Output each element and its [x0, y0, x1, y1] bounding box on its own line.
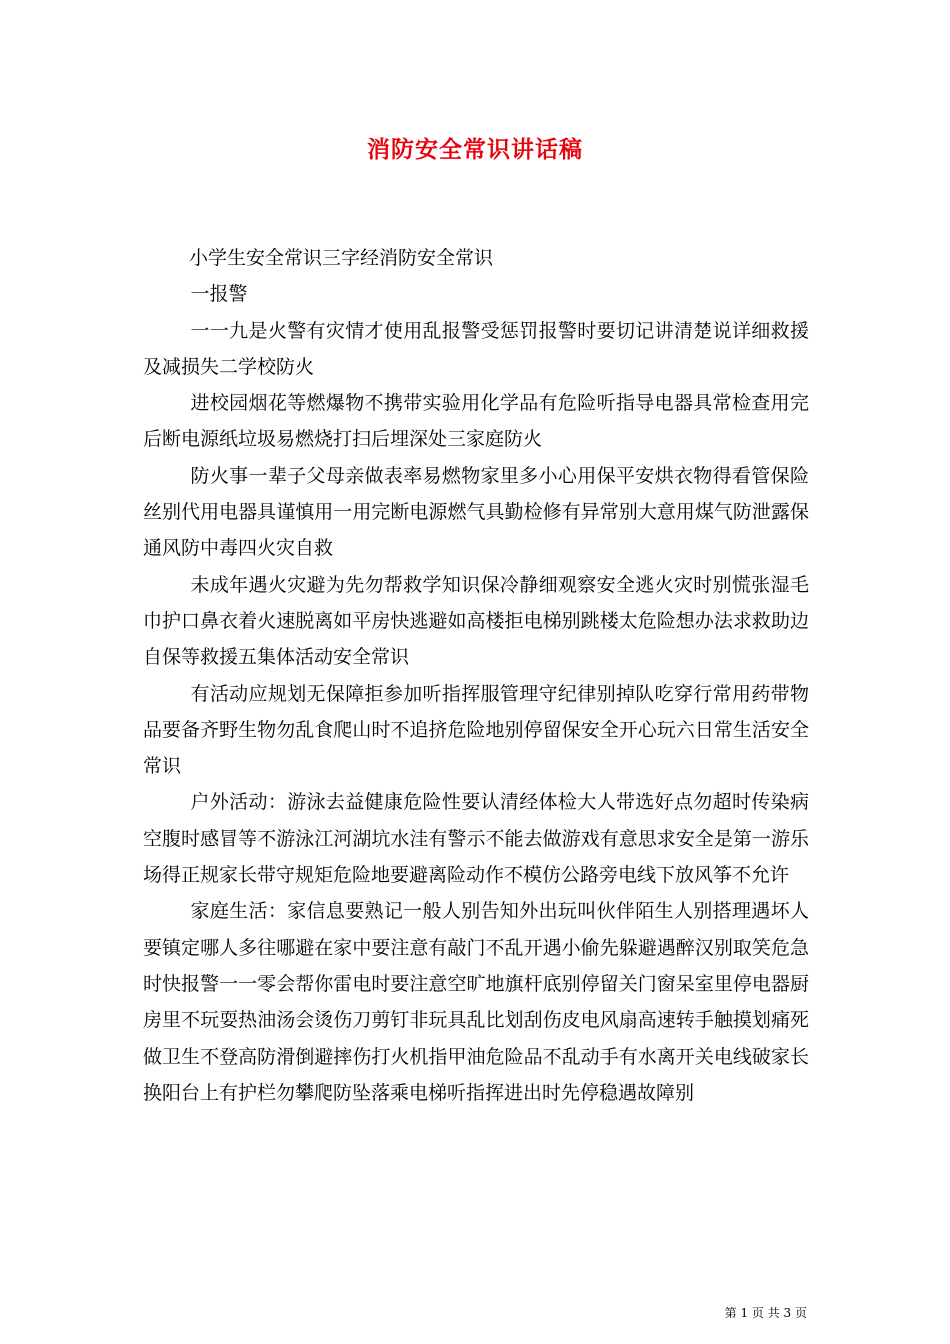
paragraph: 防火事一辈子父母亲做表率易燃物家里多小心用保平安烘衣物得看管保险丝别代用电器具谨慎用一用完断电源燃气具勤检修有异常别大意用煤气防泄露保通风防中毒四火灾自救	[143, 464, 809, 560]
paragraph: 有活动应规划无保障拒参加听指挥服管理守纪律别掉队吃穿行常用药带物品要备齐野生物勿乱食爬山时不追挤危险地别停留保安全开心玩六日常生活安全常识	[143, 682, 809, 778]
document-body	[143, 240, 809, 1111]
paragraph: 一一九是火警有灾情才使用乱报警受惩罚报警时要切记讲清楚说详细救援及减损失二学校防火	[143, 319, 809, 378]
paragraph: 未成年遇火灾避为先勿帮救学知识保冷静细观察安全逃火灾时别慌张湿毛巾护口鼻衣着火速脱离如平房快逃避如高楼拒电梯别跳楼太危险想办法求救助边自保等救援五集体活动安全常识	[143, 573, 809, 669]
paragraph: 一报警	[190, 283, 248, 306]
page-number: 第 1 页 共 3 页	[724, 1306, 807, 1320]
paragraph: 家庭生活：家信息要熟记一般人别告知外出玩叫伙伴陌生人别搭理遇坏人要镇定哪人多往哪避在家中要注意有敲门不乱开遇小偷先躲避遇醉汉别取笑危急时快报警一一零会帮你雷电时要注意空旷地旗杆底别停留关门窗呆室里停电器厨房里不玩耍热油汤会烫伤刀剪钉非玩具乱比划刮伤皮电风扇高速转手触摸划痛死做卫生不登高防滑倒避摔伤打火机指甲油危险品不乱动手有水离开关电线破家长换阳台上有护栏勿攀爬防坠落乘电梯听指挥进出时先停稳遇故障别	[143, 900, 809, 1104]
page-title: 消防安全常识讲话稿	[367, 136, 583, 163]
intro-line: 小学生安全常识三字经消防安全常识	[189, 247, 494, 269]
paragraph: 进校园烟花等燃爆物不携带实验用化学品有危险听指导电器具常检查用完后断电源纸垃圾易燃烧打扫后埋深处三家庭防火	[143, 392, 809, 451]
paragraph: 户外活动：游泳去益健康危险性要认清经体检大人带选好点勿超时传染病空腹时感冒等不游泳江河湖坑水洼有警示不能去做游戏有意思求安全是第一游乐场得正规家长带守规矩危险地要避离险动作不模仿公路旁电线下放风筝不允许	[143, 791, 809, 887]
